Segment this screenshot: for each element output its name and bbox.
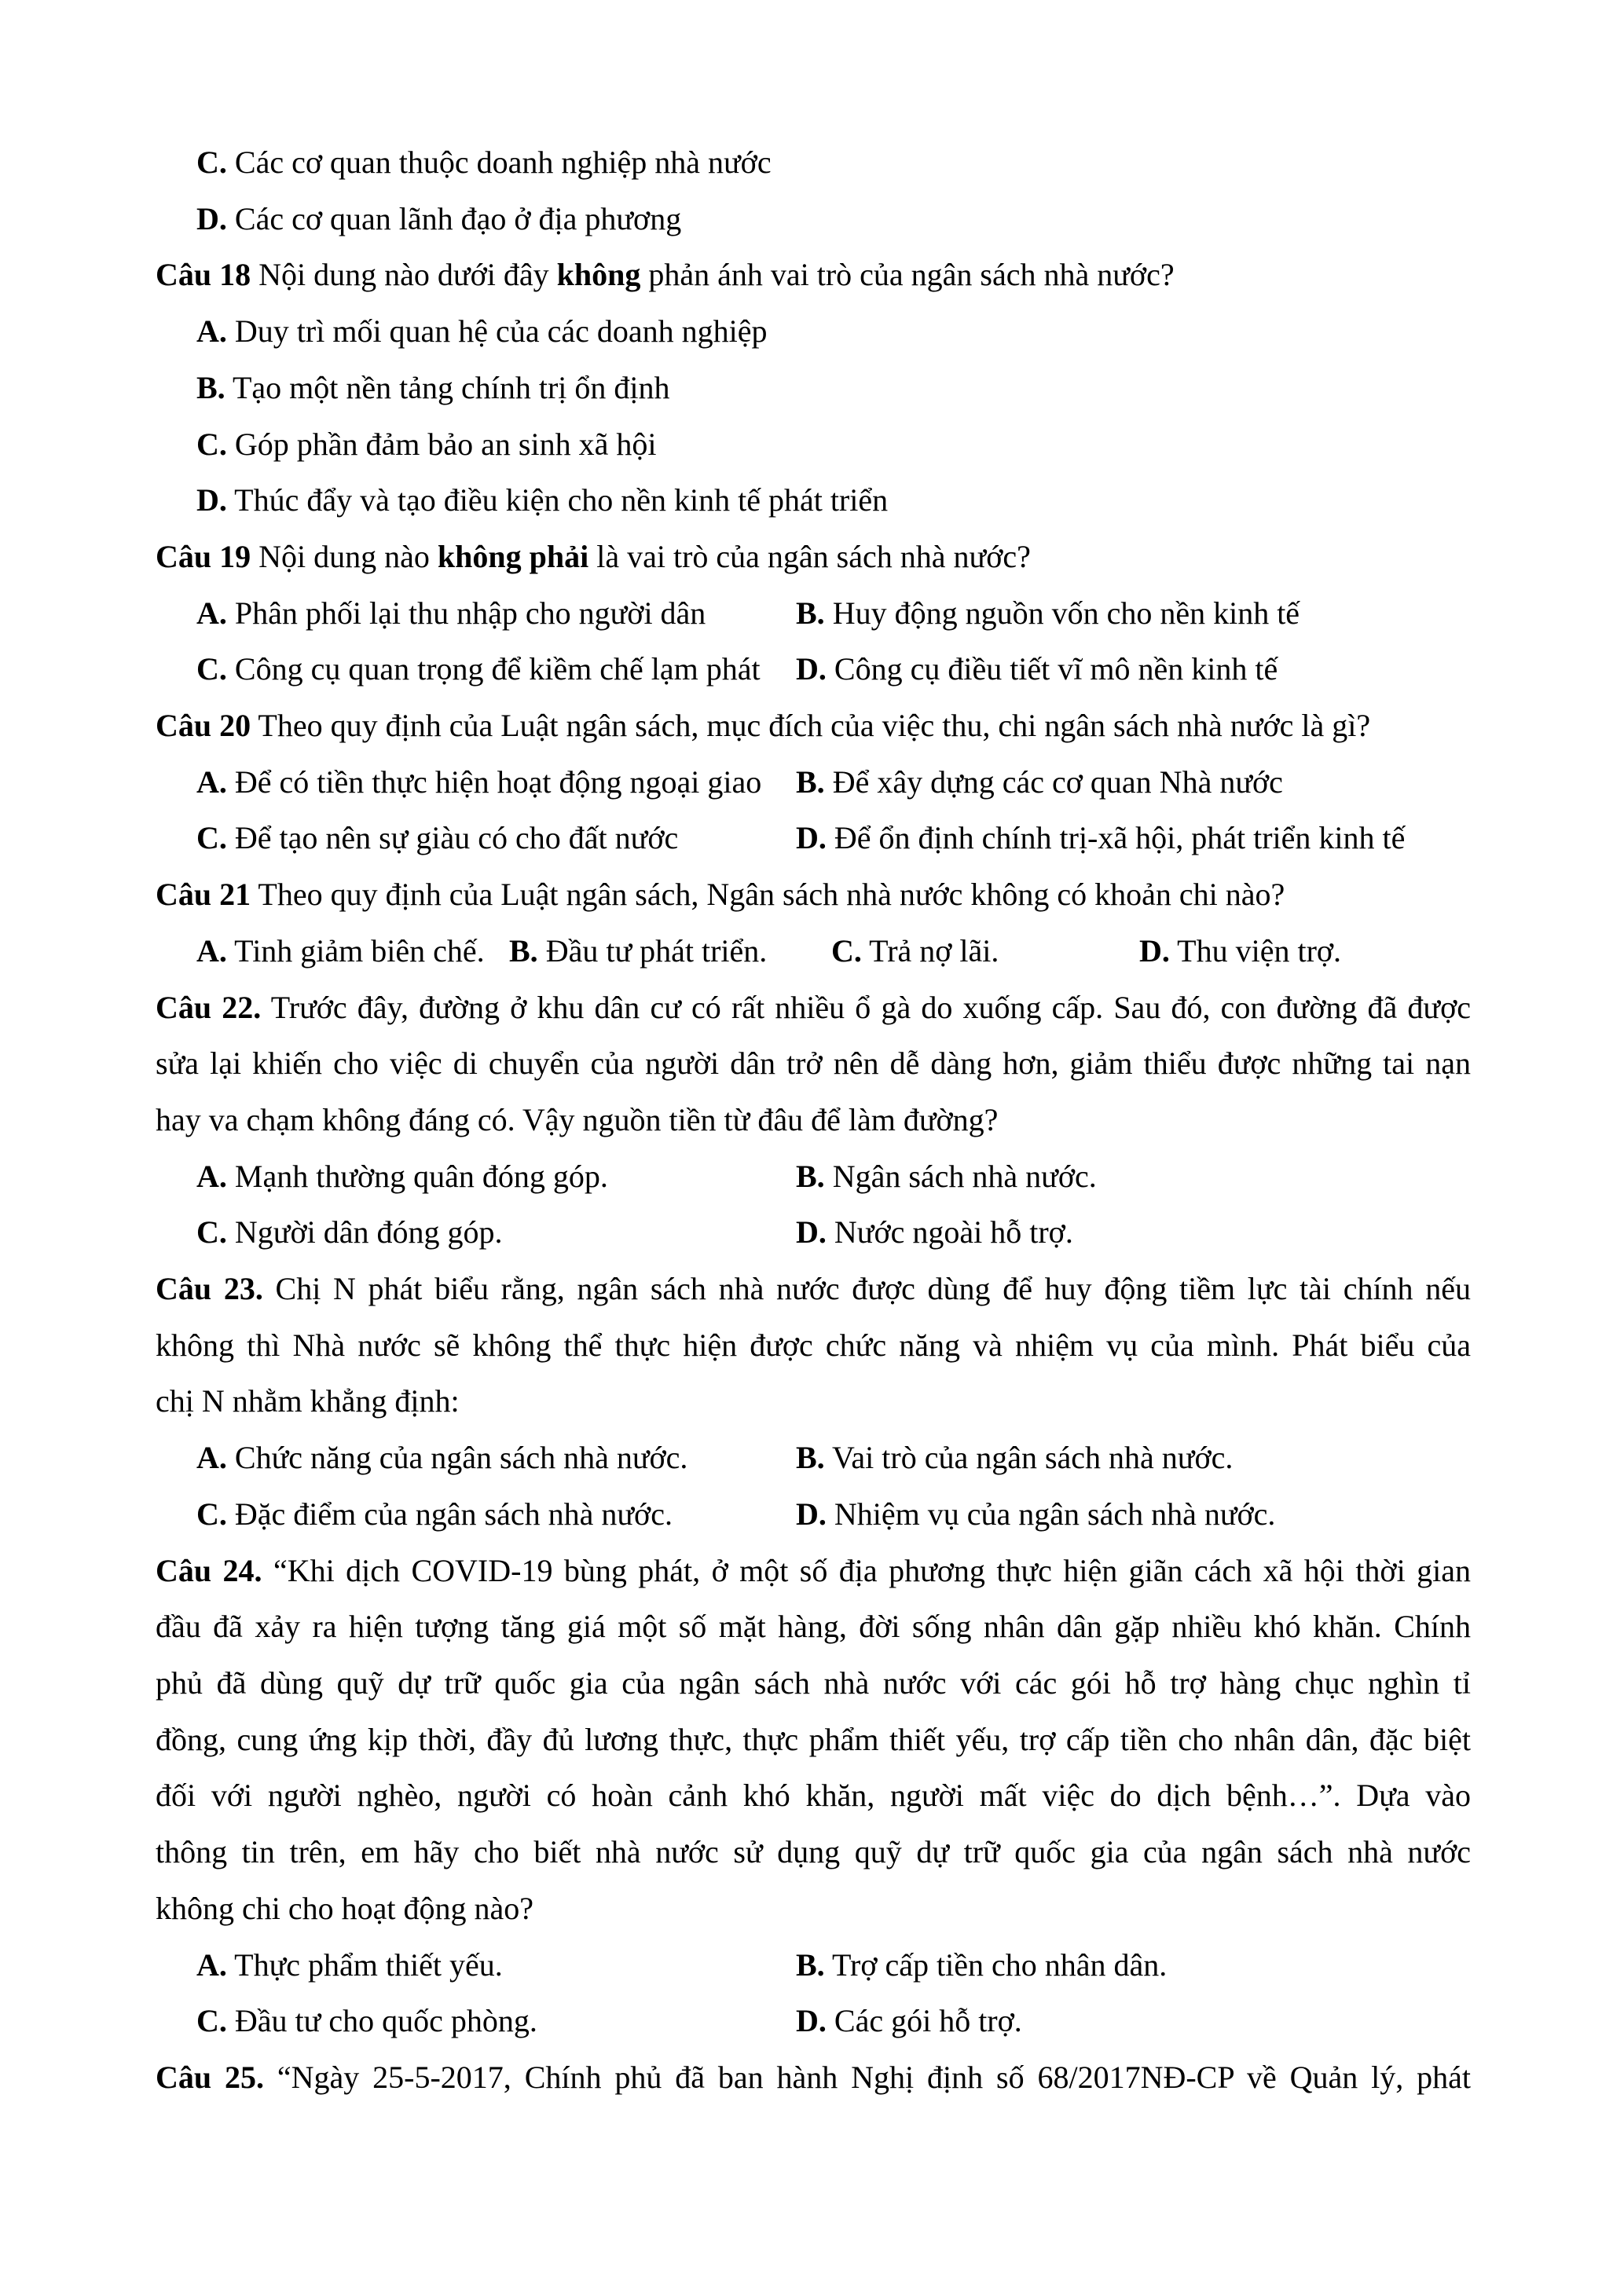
answer-option-line xyxy=(156,472,1471,529)
answer-option xyxy=(196,1204,796,1261)
answer-option-line xyxy=(156,303,1471,360)
document-content xyxy=(156,134,1471,2106)
answer-option xyxy=(796,1430,1233,1486)
answer-option xyxy=(196,585,796,642)
answer-options-row xyxy=(156,754,1471,811)
text-run: Thực phẩm thiết yếu. xyxy=(226,1946,503,1983)
text-run: Vai trò của ngân sách nhà nước. xyxy=(824,1440,1234,1476)
question-continuation-line xyxy=(156,1035,1471,1092)
question-line xyxy=(156,529,1471,585)
bold-text-run: C. xyxy=(196,1496,227,1532)
text-run: Mạnh thường quân đóng góp. xyxy=(226,1158,608,1194)
question-continuation-line xyxy=(156,1655,1471,1712)
text-run: Phân phối lại thu nhập cho người dân xyxy=(226,595,706,631)
text-run: Ngân sách nhà nước. xyxy=(824,1158,1097,1194)
answer-option xyxy=(1139,923,1341,980)
text-run: Chị N phát biểu rằng, ngân sách nhà nước được dùng để huy động tiềm lực tài chính nếu xyxy=(262,1271,1471,1307)
text-run: Nội dung nào xyxy=(251,538,438,574)
bold-text-run: B. xyxy=(796,595,825,631)
text-run: Để ổn định chính trị-xã hội, phát triển kinh tế xyxy=(826,820,1406,856)
question-continuation-line xyxy=(156,1373,1471,1430)
bold-text-run: D. xyxy=(196,200,227,236)
text-run: chị N nhằm khẳng định: xyxy=(156,1383,460,1419)
answer-option xyxy=(796,1993,1022,2049)
answer-option xyxy=(196,1148,796,1205)
text-run: phủ đã dùng quỹ dự trữ quốc gia của ngân sách nhà nước với các gói hỗ trợ hàng chục nghìn tỉ xyxy=(156,1664,1471,1701)
bold-text-run: B. xyxy=(196,369,225,405)
bold-text-run: A. xyxy=(196,932,227,969)
question-continuation-line xyxy=(156,1880,1471,1937)
answer-option xyxy=(196,1937,796,1994)
text-run: không chi cho hoạt động nào? xyxy=(156,1890,533,1926)
bold-text-run: D. xyxy=(196,482,227,518)
text-run: Nước ngoài hỗ trợ. xyxy=(826,1214,1073,1251)
text-run: đối với người nghèo, người có hoàn cảnh khó khăn, người mất việc do dịch bệnh…”. Dựa vào xyxy=(156,1778,1471,1814)
question-continuation-line xyxy=(156,1824,1471,1880)
text-run: Tạo một nền tảng chính trị ổn định xyxy=(225,369,670,405)
bold-text-run: Câu 25. xyxy=(156,2059,265,2095)
answer-option xyxy=(196,1993,796,2049)
text-run: “Ngày 25-5-2017, Chính phủ đã ban hành Nghị định số 68/2017NĐ-CP về Quản lý, phát xyxy=(264,2059,1471,2095)
answer-option xyxy=(796,641,1278,698)
bold-text-run: A. xyxy=(196,1158,227,1194)
answer-options-row xyxy=(156,1148,1471,1205)
question-line xyxy=(156,1261,1471,1317)
bold-text-run: Câu 23. xyxy=(156,1271,263,1307)
text-run: không thì Nhà nước sẽ không thể thực hiện được chức năng và nhiệm vụ của mình. Phát biểu của xyxy=(156,1327,1471,1363)
answer-option-line xyxy=(156,360,1471,416)
bold-text-run: B. xyxy=(796,1946,825,1983)
answer-option xyxy=(196,641,796,698)
text-run: “Khi dịch COVID-19 bùng phát, ở một số địa phương thực hiện giãn cách xã hội thời gian xyxy=(262,1552,1471,1588)
answer-option xyxy=(196,1486,796,1543)
text-run: Trước đây, đường ở khu dân cư có rất nhiều ổ gà do xuống cấp. Sau đó, con đường đã được xyxy=(261,989,1471,1025)
answer-options-row xyxy=(156,1993,1471,2049)
answer-options-row xyxy=(156,585,1471,642)
text-run: Góp phần đảm bảo an sinh xã hội xyxy=(226,426,657,462)
answer-options-row xyxy=(156,1937,1471,1994)
answer-option xyxy=(796,754,1283,811)
bold-text-run: B. xyxy=(796,764,825,800)
text-run: hay va chạm không đáng có. Vậy nguồn tiền từ đâu để làm đường? xyxy=(156,1101,999,1137)
text-run: Chức năng của ngân sách nhà nước. xyxy=(226,1440,688,1476)
answer-option xyxy=(796,1486,1275,1543)
answer-option xyxy=(831,923,1139,980)
answer-option xyxy=(796,585,1300,642)
text-run: Duy trì mối quan hệ của các doanh nghiệp xyxy=(226,313,768,350)
text-run: là vai trò của ngân sách nhà nước? xyxy=(588,538,1031,574)
question-line xyxy=(156,866,1471,923)
text-run: Để có tiền thực hiện hoạt động ngoại giao xyxy=(226,764,762,800)
text-run: đầu đã xảy ra hiện tượng tăng giá một số mặt hàng, đời sống nhân dân gặp nhiều khó khăn. Chính xyxy=(156,1609,1471,1645)
text-run: Các cơ quan thuộc doanh nghiệp nhà nước xyxy=(226,145,772,180)
text-run: Các gói hỗ trợ. xyxy=(826,2003,1022,2039)
answer-option xyxy=(196,754,796,811)
answer-option xyxy=(196,1430,796,1486)
text-run: Các cơ quan lãnh đạo ở địa phương xyxy=(226,200,682,236)
bold-text-run: C. xyxy=(196,1214,227,1251)
bold-text-run: A. xyxy=(196,313,227,350)
question-continuation-line xyxy=(156,1092,1471,1148)
bold-text-run: C. xyxy=(196,820,227,856)
text-run: Nội dung nào dưới đây xyxy=(251,257,557,293)
question-line xyxy=(156,1543,1471,1599)
question-line xyxy=(156,2049,1471,2106)
answer-options-row xyxy=(156,1204,1471,1261)
text-run: Tinh giảm biên chế. xyxy=(226,932,485,969)
text-run: Trợ cấp tiền cho nhân dân. xyxy=(824,1946,1168,1983)
bold-text-run: D. xyxy=(796,820,827,856)
bold-text-run: D. xyxy=(796,1496,827,1532)
bold-text-run: C. xyxy=(196,2003,227,2039)
bold-text-run: D. xyxy=(796,2003,827,2039)
bold-text-run: A. xyxy=(196,1946,227,1983)
answer-option-line xyxy=(156,416,1471,473)
bold-text-run: C. xyxy=(831,932,862,969)
question-continuation-line xyxy=(156,1712,1471,1768)
bold-text-run: D. xyxy=(796,1214,827,1251)
text-run: Đầu tư phát triển. xyxy=(537,932,768,969)
answer-option-line xyxy=(156,191,1471,247)
answer-option xyxy=(796,810,1405,866)
bold-text-run: B. xyxy=(509,932,538,969)
answer-options-row xyxy=(156,641,1471,698)
question-continuation-line xyxy=(156,1317,1471,1374)
text-run: phản ánh vai trò của ngân sách nhà nước? xyxy=(640,257,1175,293)
text-run: sửa lại khiến cho việc di chuyển của người dân trở nên dễ dàng hơn, giảm thiểu được những tai nạn xyxy=(156,1045,1471,1082)
answer-option-line xyxy=(156,134,1471,191)
text-run: Đặc điểm của ngân sách nhà nước. xyxy=(226,1496,673,1532)
answer-option xyxy=(196,923,509,980)
question-line xyxy=(156,980,1471,1036)
answer-option xyxy=(796,1937,1167,1994)
answer-options-row xyxy=(156,1430,1471,1486)
text-run: Để tạo nên sự giàu có cho đất nước xyxy=(226,820,679,856)
bold-text-run: D. xyxy=(1139,932,1170,969)
bold-text-run: A. xyxy=(196,764,227,800)
bold-text-run: không phải xyxy=(437,538,589,574)
answer-option xyxy=(196,810,796,866)
text-run: Công cụ quan trọng để kiềm chế lạm phát xyxy=(226,651,761,687)
question-line xyxy=(156,247,1471,303)
text-run: đồng, cung ứng kịp thời, đầy đủ lương thực, thực phẩm thiết yếu, trợ cấp tiền cho nhân dân, đặc biệt xyxy=(156,1721,1471,1757)
answer-options-row xyxy=(156,1486,1471,1543)
bold-text-run: Câu 21 xyxy=(156,877,251,913)
bold-text-run: Câu 20 xyxy=(156,708,251,744)
bold-text-run: A. xyxy=(196,595,227,631)
text-run: Công cụ điều tiết vĩ mô nền kinh tế xyxy=(826,651,1278,687)
bold-text-run: C. xyxy=(196,426,227,462)
bold-text-run: D. xyxy=(796,651,827,687)
text-run: Thu viện trợ. xyxy=(1169,932,1342,969)
bold-text-run: B. xyxy=(796,1440,825,1476)
bold-text-run: không xyxy=(556,257,641,293)
bold-text-run: C. xyxy=(196,145,227,180)
text-run: Nhiệm vụ của ngân sách nhà nước. xyxy=(826,1496,1276,1532)
answer-options-row xyxy=(156,923,1471,980)
text-run: Theo quy định của Luật ngân sách, mục đích của việc thu, chi ngân sách nhà nước là gì? xyxy=(251,708,1371,744)
bold-text-run: Câu 19 xyxy=(156,538,251,574)
bold-text-run: C. xyxy=(196,651,227,687)
bold-text-run: B. xyxy=(796,1158,825,1194)
text-run: Đầu tư cho quốc phòng. xyxy=(226,2003,537,2039)
answer-option xyxy=(796,1148,1097,1205)
question-continuation-line xyxy=(156,1598,1471,1655)
text-run: thông tin trên, em hãy cho biết nhà nước sử dụng quỹ dự trữ quốc gia của ngân sách nhà nước xyxy=(156,1834,1471,1870)
answer-options-row xyxy=(156,810,1471,866)
text-run: Trả nợ lãi. xyxy=(861,932,999,969)
text-run: Người dân đóng góp. xyxy=(226,1214,503,1251)
text-run: Để xây dựng các cơ quan Nhà nước xyxy=(824,764,1283,800)
question-continuation-line xyxy=(156,1767,1471,1824)
bold-text-run: Câu 22. xyxy=(156,989,262,1025)
answer-option xyxy=(796,1204,1073,1261)
text-run: Huy động nguồn vốn cho nền kinh tế xyxy=(824,595,1300,631)
question-line xyxy=(156,698,1471,754)
bold-text-run: Câu 18 xyxy=(156,257,251,293)
text-run: Thúc đẩy và tạo điều kiện cho nền kinh tế phát triển xyxy=(226,482,889,518)
text-run: Theo quy định của Luật ngân sách, Ngân sách nhà nước không có khoản chi nào? xyxy=(251,877,1285,913)
answer-option xyxy=(509,923,831,980)
bold-text-run: Câu 24. xyxy=(156,1552,262,1588)
bold-text-run: A. xyxy=(196,1440,227,1476)
